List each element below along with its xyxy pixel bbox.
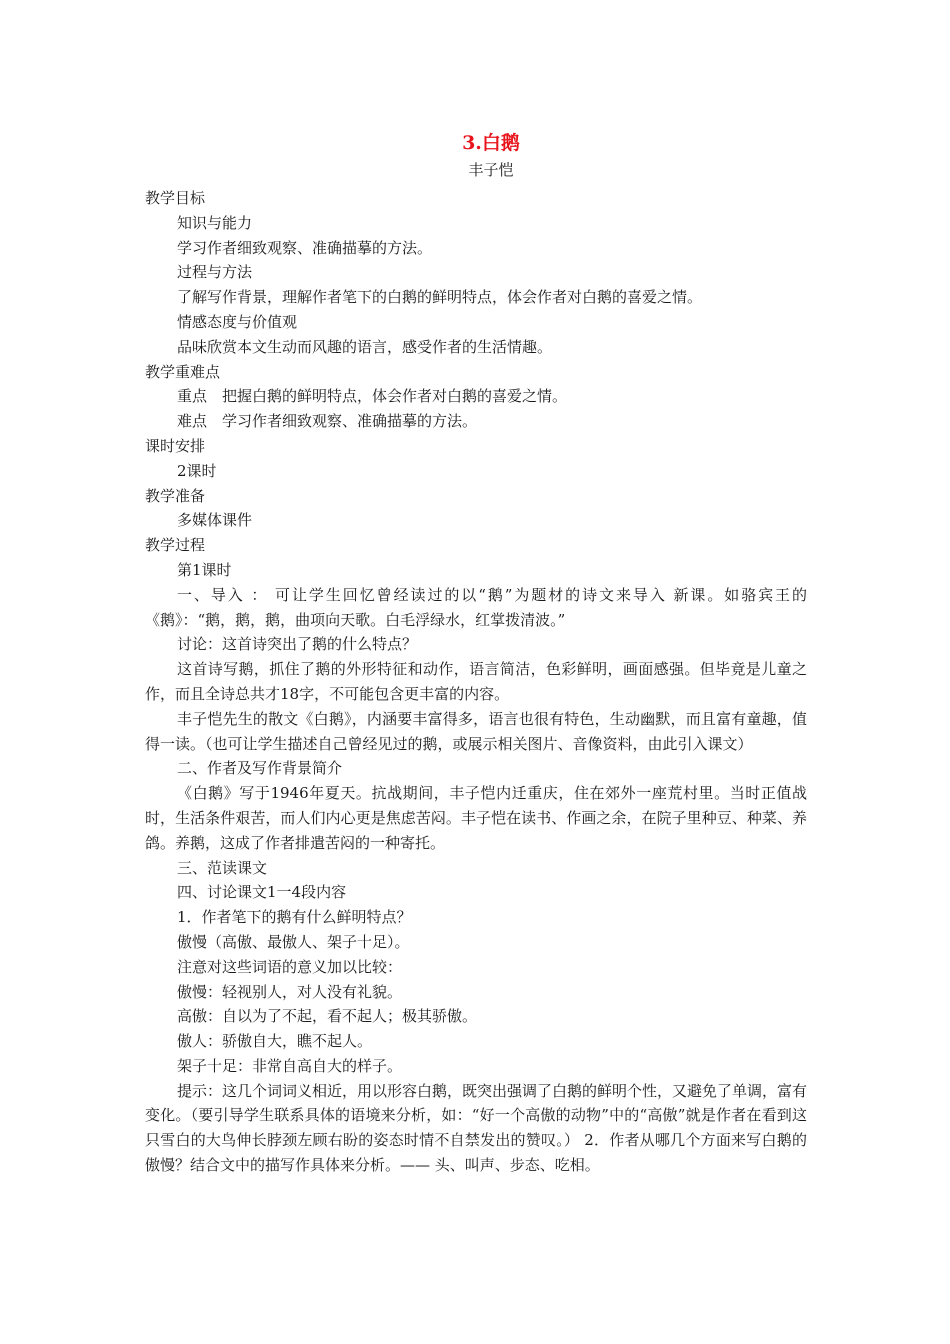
section-heading-preparation: 教学准备: [145, 486, 206, 505]
text-lesson-one: 第1课时: [177, 560, 232, 579]
paragraph-essay-intro: 丰子恺先生的散文《白鹅》，内涵要丰富得多，语言也很有特色，生动幽默，而且富有童趣，值得一读。（也可让学生描述自己曾经见过的鹅，或展示相关图片、音像资料，由此引入课文）: [145, 709, 807, 753]
paragraph-definition-aoren: 傲人：骄傲自大，瞧不起人。: [177, 1032, 373, 1051]
paragraph-author-background: 《白鹅》写于1946年夏天。抗战期间，丰子恺内迁重庆，住在郊外一座荒村里。当时正值战时，生活条件艰苦，而人们内心更是焦虑苦闷。丰子恺在读书、作画之余，在院子里种豆、种菜、养鸽。养鹅，这成了作者排遣苦闷的一种寄托。: [145, 784, 807, 852]
subheading-attitude: 情感态度与价值观: [177, 312, 298, 331]
text-process: 了解写作背景，理解作者笔下的白鹅的鲜明特点，体会作者对白鹅的喜爱之情。: [177, 288, 703, 307]
paragraph-author-background-heading: 二、作者及写作背景简介: [177, 759, 343, 778]
paragraph-arrogance: 傲慢（高傲、最傲人、架子十足）。: [177, 932, 410, 951]
paragraph-discussion-heading: 四、讨论课文1一4段内容: [177, 883, 347, 902]
paragraph-discussion: 讨论：这首诗突出了鹅的什么特点？: [177, 635, 418, 654]
paragraph-definition-aoman: 傲慢：轻视别人，对人没有礼貌。: [177, 982, 403, 1001]
document-author: 丰子恺: [468, 161, 514, 179]
section-heading-process: 教学过程: [145, 536, 206, 555]
section-heading-keypoints: 教学重难点: [145, 362, 221, 381]
document-title: 3.白鹅: [462, 132, 520, 154]
paragraph-compare-note: 注意对这些词语的意义加以比较：: [177, 957, 403, 976]
text-schedule: 2课时: [177, 461, 217, 480]
paragraph-definition-jiazi: 架子十足：非常自高自大的样子。: [177, 1056, 403, 1075]
section-heading-objectives: 教学目标: [145, 189, 206, 207]
subheading-knowledge: 知识与能力: [177, 213, 253, 232]
text-attitude: 品味欣赏本文生动而风趣的语言，感受作者的生活情趣。: [177, 337, 553, 356]
text-keypoint: 重点 把握白鹅的鲜明特点，体会作者对白鹅的喜爱之情。: [177, 387, 568, 406]
text-preparation: 多媒体课件: [177, 511, 253, 530]
section-heading-schedule: 课时安排: [145, 436, 206, 455]
document-page: [145, 128, 807, 1178]
subheading-process: 过程与方法: [177, 263, 253, 282]
text-knowledge: 学习作者细致观察、准确描摹的方法。: [177, 238, 433, 257]
paragraph-hint: 提示：这几个词词义相近，用以形容白鹅，既突出强调了白鹅的鲜明个性，又避免了单调，富有变化。（要引导学生联系具体的语境来分析，如：“好一个高傲的动物”中的“高傲”就是作者在看到这只雪白的大鸟伸长脖颈左顾右盼的姿态时情不自禁发出的赞叹。） 2．作者从哪几个方面来写白鹅的傲慢？结合文中的描写作具体来分析。—— 头、叫声、步态、吃相。: [145, 1081, 808, 1175]
text-difficulty: 难点 学习作者细致观察、准确描摹的方法。: [177, 412, 478, 431]
paragraph-definition-gaoao: 高傲：自以为了不起，看不起人；极其骄傲。: [177, 1007, 478, 1026]
paragraph-intro: 一、导入 ： 可让学生回忆曾经读过的以“鹅”为题材的诗文来导入 新课。如骆宾王的《鹅》：“鹅，鹅，鹅，曲项向天歌。白毛浮绿水，红掌拨清波。”: [145, 585, 807, 629]
paragraph-model-reading: 三、范读课文: [177, 858, 268, 877]
paragraph-poem-analysis: 这首诗写鹅，抓住了鹅的外形特征和动作，语言简洁，色彩鲜明，画面感强。但毕竟是儿童之作，而且全诗总共才18字，不可能包含更丰富的内容。: [145, 660, 807, 703]
paragraph-question-one: 1．作者笔下的鹅有什么鲜明特点？: [177, 908, 412, 927]
